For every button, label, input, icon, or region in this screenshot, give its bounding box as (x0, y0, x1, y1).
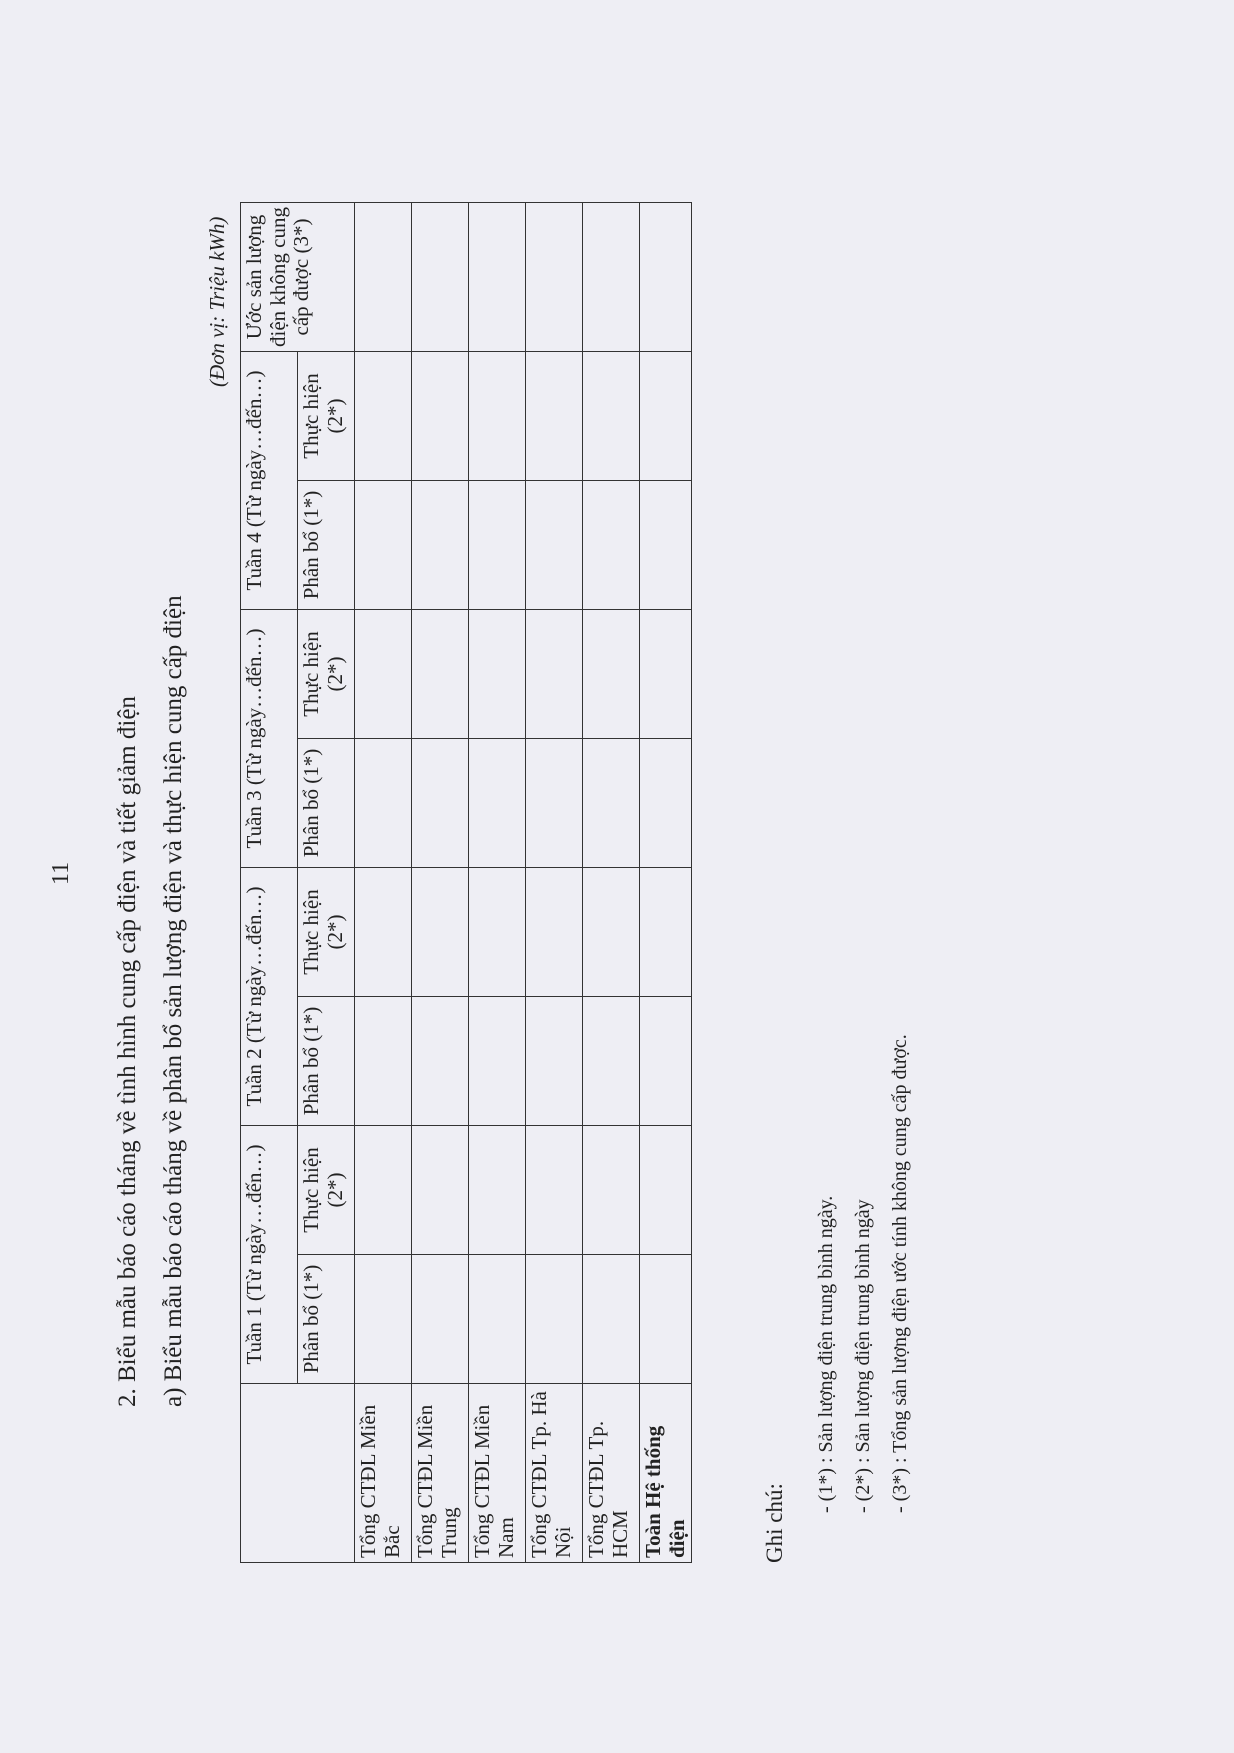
w1-actual-header: Thực hiện (2*) (298, 1126, 355, 1255)
note-item: - (2*) : Sản lượng điện trung bình ngày (852, 1199, 874, 1513)
data-cell (640, 739, 692, 868)
data-cell (583, 868, 640, 997)
w2-actual-header: Thực hiện (2*) (298, 868, 355, 997)
data-cell (526, 203, 583, 352)
data-cell (469, 1255, 526, 1384)
data-cell (355, 352, 412, 481)
data-cell (526, 1126, 583, 1255)
note-item: - (1*) : Sản lượng điện trung bình ngày. (815, 1195, 837, 1513)
data-cell (583, 352, 640, 481)
data-cell (583, 203, 640, 352)
data-cell (355, 481, 412, 610)
w2-alloc-header: Phân bổ (1*) (298, 997, 355, 1126)
table-header-row (241, 203, 298, 1563)
data-cell (469, 1126, 526, 1255)
data-cell (526, 352, 583, 481)
table-row (469, 203, 526, 1563)
data-cell (640, 1255, 692, 1384)
data-cell (583, 739, 640, 868)
data-cell (355, 997, 412, 1126)
table-row-total (640, 203, 692, 1563)
week-3-header: Tuần 3 (Từ ngày…đến…) (241, 610, 298, 868)
data-cell (640, 610, 692, 739)
data-cell (355, 739, 412, 868)
data-cell (412, 868, 469, 997)
data-cell (583, 1255, 640, 1384)
week-2-header: Tuần 2 (Từ ngày…đến…) (241, 868, 298, 1126)
data-cell (583, 1126, 640, 1255)
data-cell (412, 481, 469, 610)
table-row (526, 203, 583, 1563)
data-cell (412, 610, 469, 739)
data-cell (469, 352, 526, 481)
data-cell (640, 1126, 692, 1255)
row-label: Tổng CTĐL Miền Trung (412, 1384, 469, 1563)
unit-label: (Đơn vị: Triệu kWh) (205, 216, 229, 387)
data-cell (412, 352, 469, 481)
w3-actual-header: Thực hiện (2*) (298, 610, 355, 739)
data-cell (640, 203, 692, 352)
page-number: 11 (48, 861, 74, 885)
table-row (355, 203, 412, 1563)
data-cell (412, 997, 469, 1126)
data-cell (355, 203, 412, 352)
data-cell (412, 203, 469, 352)
table-row (583, 203, 640, 1563)
data-cell (412, 1126, 469, 1255)
data-cell (412, 1255, 469, 1384)
data-cell (412, 739, 469, 868)
report-table (240, 202, 692, 1563)
row-label-total: Toàn Hệ thống điện (640, 1384, 692, 1563)
data-cell (640, 352, 692, 481)
data-cell (526, 610, 583, 739)
data-cell (526, 997, 583, 1126)
data-cell (583, 610, 640, 739)
data-cell (469, 868, 526, 997)
data-cell (583, 481, 640, 610)
data-cell (355, 1126, 412, 1255)
data-cell (355, 868, 412, 997)
data-cell (469, 997, 526, 1126)
data-cell (526, 1255, 583, 1384)
data-cell (469, 203, 526, 352)
data-cell (469, 481, 526, 610)
data-cell (640, 868, 692, 997)
row-label: Tổng CTĐL Miền Nam (469, 1384, 526, 1563)
corner-cell (241, 1384, 355, 1563)
w4-alloc-header: Phân bổ (1*) (298, 481, 355, 610)
data-cell (355, 1255, 412, 1384)
data-cell (355, 610, 412, 739)
w3-alloc-header: Phân bổ (1*) (298, 739, 355, 868)
data-cell (526, 868, 583, 997)
data-cell (526, 739, 583, 868)
week-1-header: Tuần 1 (Từ ngày…đến…) (241, 1126, 298, 1384)
row-label: Tổng CTĐL Tp. HCM (583, 1384, 640, 1563)
data-cell (469, 610, 526, 739)
table-row (412, 203, 469, 1563)
data-cell (640, 481, 692, 610)
week-4-header: Tuần 4 (Từ ngày…đến…) (241, 352, 298, 610)
table-subheader-row (298, 203, 355, 1563)
notes-title: Ghi chú: (762, 1483, 787, 1563)
subsection-heading: a) Biểu mẫu báo cáo tháng về phân bổ sản lượng điện và thực hiện cung cấp điện (160, 595, 187, 1407)
w1-alloc-header: Phân bổ (1*) (298, 1255, 355, 1384)
data-cell (583, 997, 640, 1126)
note-item: - (3*) : Tổng sản lượng điện ước tính không cung cấp được. (889, 1034, 911, 1513)
w4-actual-header: Thực hiện (2*) (298, 352, 355, 481)
data-cell (469, 739, 526, 868)
row-label: Tổng CTĐL Tp. Hà Nội (526, 1384, 583, 1563)
undelivered-header: Ước sản lượng điện không cung cấp được (3*) (241, 203, 355, 352)
row-label: Tổng CTĐL Miền Bắc (355, 1384, 412, 1563)
data-cell (526, 481, 583, 610)
data-cell (640, 997, 692, 1126)
section-heading: 2. Biểu mẫu báo cáo tháng về tình hình cung cấp điện và tiết giảm điện (114, 696, 141, 1407)
